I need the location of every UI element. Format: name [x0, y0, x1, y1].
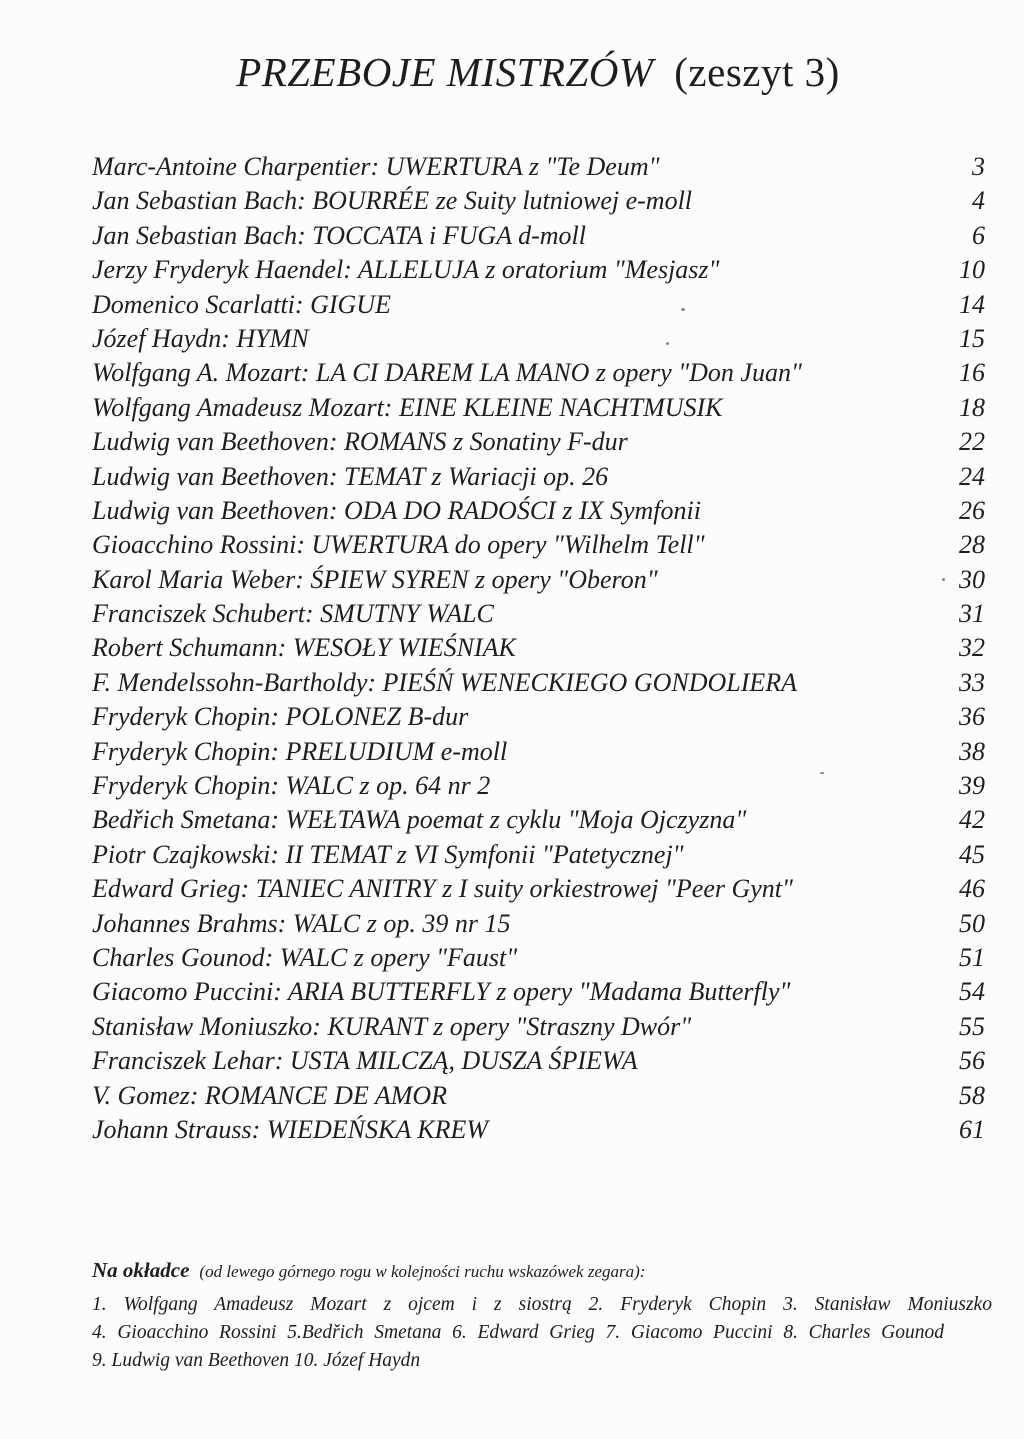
toc-row [92, 735, 985, 769]
toc-entry-page: 6 [972, 220, 985, 250]
toc-row [92, 253, 985, 287]
toc-entry-text: Fryderyk Chopin: PRELUDIUM e-moll [92, 736, 508, 766]
toc-entry-page: 50 [959, 908, 985, 938]
toc-entry-text: Giacomo Puccini: ARIA BUTTERFLY z opery "Madama Butterfly" [92, 977, 791, 1007]
toc-row [92, 425, 985, 459]
toc-entry-text: Charles Gounod: WALC z opery "Faust" [92, 942, 518, 972]
toc-row [92, 184, 985, 218]
title-main: PRZEBOJE MISTRZÓW [236, 49, 654, 95]
toc-entry-page: 31 [959, 599, 985, 629]
toc-entry-page: 16 [959, 358, 985, 388]
toc-row [92, 975, 985, 1009]
toc-entry-text: Franciszek Schubert: SMUTNY WALC [92, 599, 494, 629]
toc-entry-page: 14 [959, 289, 985, 319]
toc-row [92, 872, 985, 906]
toc-row [92, 356, 985, 390]
toc-entry-text: V. Gomez: ROMANCE DE AMOR [92, 1080, 448, 1110]
cover-note-heading: Na okładce [92, 1258, 190, 1282]
toc-entry-text: Jan Sebastian Bach: TOCCATA i FUGA d-moll [92, 220, 586, 250]
toc-entry-page: 39 [959, 771, 985, 801]
toc-entry-text: Robert Schumann: WESOŁY WIEŚNIAK [92, 633, 516, 663]
toc-row [92, 838, 985, 872]
toc-entry-text: Johannes Brahms: WALC z op. 39 nr 15 [92, 908, 511, 938]
toc-entry-page: 15 [959, 323, 985, 353]
toc-entry-text: Ludwig van Beethoven: ODA DO RADOŚCI z IX Symfonii [92, 495, 701, 525]
toc-entry-text: Edward Grieg: TANIEC ANITRY z I suity orkiestrowej "Peer Gynt" [92, 874, 793, 904]
toc-entry-page: 61 [959, 1114, 985, 1144]
toc-entry-page: 58 [959, 1080, 985, 1110]
toc-row [92, 1113, 985, 1147]
toc-row [92, 803, 985, 837]
toc-entry-page: 56 [959, 1046, 985, 1076]
toc-entry-page: 42 [959, 805, 985, 835]
toc-entry-text: Jan Sebastian Bach: BOURRÉE ze Suity lutniowej e-moll [92, 186, 693, 216]
toc-row [92, 288, 985, 322]
toc-entry-page: 38 [959, 736, 985, 766]
toc-entry-text: Gioacchino Rossini: UWERTURA do opery "Wilhelm Tell" [92, 530, 705, 560]
toc-entry-text: Fryderyk Chopin: POLONEZ B-dur [92, 702, 469, 732]
toc-entry-page: 46 [959, 874, 985, 904]
cover-note-line: 9. Ludwig van Beethoven 10. Józef Haydn [92, 1350, 421, 1371]
toc-row [92, 219, 985, 253]
toc-entry-text: Bedřich Smetana: WEŁTAWA poemat z cyklu "Moja Ojczyzna" [92, 805, 747, 835]
toc-entry-page: 54 [959, 977, 985, 1007]
toc-row [92, 631, 985, 665]
toc-entry-text: Józef Haydn: HYMN [92, 323, 309, 353]
toc-entry-text: Fryderyk Chopin: WALC z op. 64 nr 2 [92, 771, 491, 801]
toc-entry-page: 55 [959, 1011, 985, 1041]
toc-row [92, 494, 985, 528]
cover-note-line: 1. Wolfgang Amadeusz Mozart z ojcem i z siostrą 2. Fryderyk Chopin 3. Stanisław Moniuszko [92, 1294, 992, 1315]
toc-row [92, 666, 985, 700]
toc-entry-text: Stanisław Moniuszko: KURANT z opery "Straszny Dwór" [92, 1011, 692, 1041]
toc-entry-text: Domenico Scarlatti: GIGUE [92, 289, 391, 319]
toc-entry-page: 22 [959, 427, 985, 457]
toc-entry-page: 28 [959, 530, 985, 560]
toc-entry-page: 3 [972, 152, 985, 181]
toc-entry-text: F. Mendelssohn-Bartholdy: PIEŚŃ WENECKIEGO GONDOLIERA [92, 667, 798, 697]
toc-row [92, 597, 985, 631]
toc-entry-text: Franciszek Lehar: USTA MILCZĄ, DUSZA ŚPIEWA [92, 1046, 638, 1076]
toc-entry-text: Karol Maria Weber: ŚPIEW SYREN z opery "Oberon" [92, 564, 658, 594]
toc-row [92, 1079, 985, 1113]
scan-speck [666, 342, 669, 345]
cover-note-heading-row [92, 1258, 985, 1285]
toc-row [92, 1044, 985, 1078]
toc-row [92, 769, 985, 803]
table-of-contents [92, 150, 985, 1147]
toc-entry-text: Johann Strauss: WIEDEŃSKA KREW [92, 1114, 488, 1144]
toc-entry-text: Jerzy Fryderyk Haendel: ALLELUJA z oratorium "Mesjasz" [92, 255, 720, 285]
toc-entry-text: Ludwig van Beethoven: TEMAT z Wariacji op. 26 [92, 461, 609, 491]
toc-entry-page: 36 [959, 702, 985, 732]
toc-row [92, 907, 985, 941]
toc-entry-text: Wolfgang A. Mozart: LA CI DAREM LA MANO z opery "Don Juan" [92, 358, 802, 388]
toc-entry-page: 26 [959, 495, 985, 525]
scan-speck [820, 772, 824, 774]
toc-row [92, 460, 985, 494]
toc-entry-text: Piotr Czajkowski: II TEMAT z VI Symfonii "Patetycznej" [92, 839, 684, 869]
toc-entry-text: Marc-Antoine Charpentier: UWERTURA z "Te Deum" [92, 152, 660, 181]
scan-speck [681, 308, 685, 311]
title-suffix: (zeszyt 3) [674, 49, 840, 95]
toc-row [92, 700, 985, 734]
toc-entry-page: 10 [959, 255, 985, 285]
page-title [92, 48, 984, 96]
toc-entry-page: 45 [959, 839, 985, 869]
toc-entry-page: 33 [959, 667, 985, 697]
toc-entry-page: 30 [959, 564, 985, 594]
toc-entry-page: 51 [959, 942, 985, 972]
toc-entry-page: 18 [959, 392, 985, 422]
cover-note-subheading: (od lewego górnego rogu w kolejności ruchu wskazówek zegara): [199, 1262, 646, 1281]
toc-entry-page: 32 [959, 633, 985, 663]
toc-row [92, 1010, 985, 1044]
toc-entry-text: Wolfgang Amadeusz Mozart: EINE KLEINE NACHTMUSIK [92, 392, 723, 422]
toc-row [92, 150, 985, 184]
scan-speck [942, 578, 945, 581]
toc-row [92, 528, 985, 562]
toc-entry-text: Ludwig van Beethoven: ROMANS z Sonatiny F-dur [92, 427, 628, 457]
cover-note [92, 1258, 992, 1375]
toc-entry-page: 4 [972, 186, 985, 216]
toc-row [92, 563, 985, 597]
cover-note-lines [92, 1291, 992, 1375]
toc-row [92, 391, 985, 425]
toc-row [92, 322, 985, 356]
cover-note-line: 4. Gioacchino Rossini 5.Bedřich Smetana 6. Edward Grieg 7. Giacomo Puccini 8. Charles Gounod [92, 1322, 944, 1343]
toc-entry-page: 24 [959, 461, 985, 491]
toc-row [92, 941, 985, 975]
